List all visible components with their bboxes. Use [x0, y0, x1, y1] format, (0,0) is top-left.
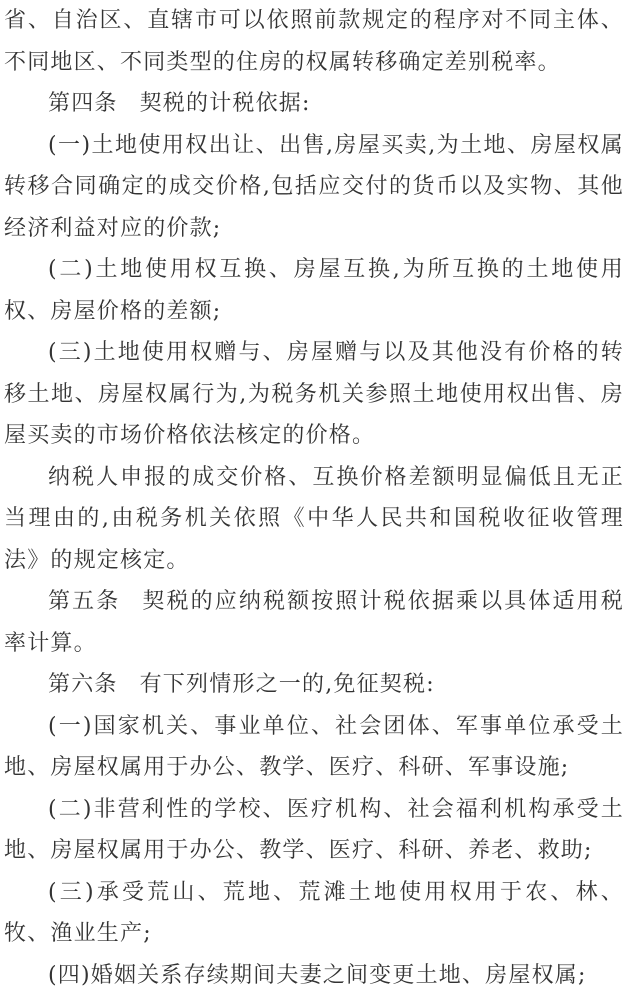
article-6-label: 第六条 [48, 672, 118, 697]
article-5-heading [4, 581, 624, 664]
article-4-text: 契税的计税依据: [140, 91, 311, 116]
article-6-item-4: (四)婚姻关系存续期间夫妻之间变更土地、房屋权属; [4, 955, 624, 996]
article-6-text: 有下列情形之一的,免征契税: [140, 672, 435, 697]
article-6-item-1: (一)国家机关、事业单位、社会团体、军事单位承受土地、房屋权属用于办公、教学、医疗、科研、军事设施; [4, 706, 624, 789]
article-6-item-2: (二)非营利性的学校、医疗机构、社会福利机构承受土地、房屋权属用于办公、教学、医疗、科研、养老、救助; [4, 789, 624, 872]
article-5-text: 契税的应纳税额按照计税依据乘以具体适用税率计算。 [4, 589, 624, 656]
article-4-item-2: (二)土地使用权互换、房屋互换,为所互换的土地使用权、房屋价格的差额; [4, 249, 624, 332]
article-5-label: 第五条 [48, 589, 120, 614]
article-6-heading [4, 664, 624, 706]
article-4-item-3: (三)土地使用权赠与、房屋赠与以及其他没有价格的转移土地、房屋权属行为,为税务机关参照土地使用权出售、房屋买卖的市场价格依法核定的价格。 [4, 332, 624, 457]
article-4-note: 纳税人申报的成交价格、互换价格差额明显偏低且无正当理由的,由税务机关依照《中华人民共和国税收征收管理法》的规定核定。 [4, 457, 624, 582]
paragraph-continuation: 省、自治区、直辖市可以依照前款规定的程序对不同主体、不同地区、不同类型的住房的权属转移确定差别税率。 [4, 0, 624, 83]
article-6-item-3: (三)承受荒山、荒地、荒滩土地使用权用于农、林、牧、渔业生产; [4, 872, 624, 955]
article-4-item-1: (一)土地使用权出让、出售,房屋买卖,为土地、房屋权属转移合同确定的成交价格,包括应交付的货币以及实物、其他经济利益对应的价款; [4, 125, 624, 250]
article-4-label: 第四条 [48, 91, 118, 116]
article-4-heading [4, 83, 624, 125]
